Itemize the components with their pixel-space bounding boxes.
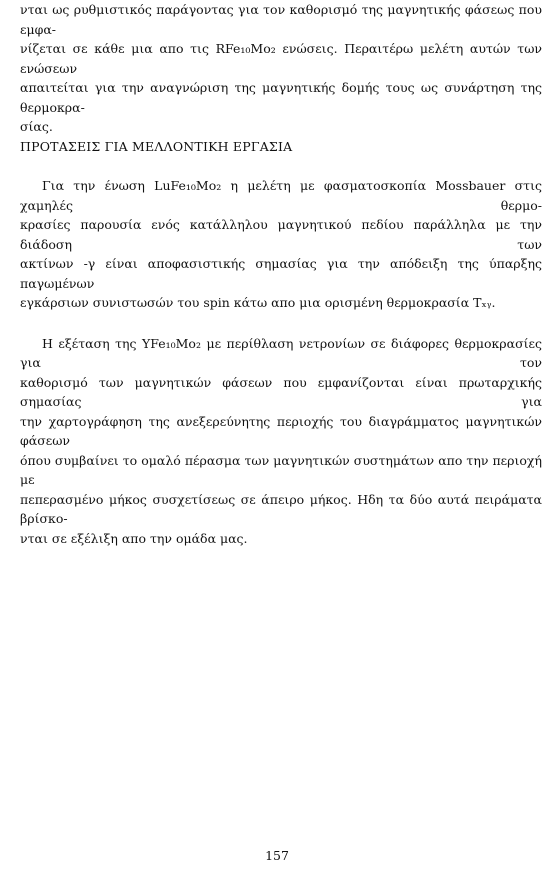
text-line: απαιτείται για την αναγνώριση της μαγνητικής δομής τους ως συνάρτηση της θερμοκρα- bbox=[20, 80, 542, 115]
text-line: Η εξέταση της YFe₁₀Mo₂ με περίθλαση νετρονίων σε διάφορες θερμοκρασίες για τον bbox=[20, 335, 542, 370]
text-line: ακτίνων -γ είναι αποφασιστικής σημασίας για την απόδειξη της ύπαρξης παγωμένων bbox=[20, 256, 542, 291]
text-line: πεπερασμένο μήκος συσχετίσεως σε άπειρο μήκος. Ηδη τα δύο αυτά πειράματα βρίσκο- bbox=[20, 491, 542, 526]
section-heading: ΠΡΟΤΑΣΕΙΣ ΓΙΑ ΜΕΛΛΟΝΤΙΚΗ ΕΡΓΑΣΙΑ bbox=[20, 138, 293, 154]
text-line: νίζεται σε κάθε μια απο τις RFe₁₀Mo₂ ενώσεις. Περαιτέρω μελέτη αυτών των ενώσεων bbox=[20, 41, 542, 76]
text-line: κρασίες παρουσία ενός κατάλληλου μαγνητικού πεδίου παράλληλα με την διάδοση των bbox=[20, 217, 542, 252]
text-line: εγκάρσιων συνιστωσών του spin κάτω απο μια ορισμένη θερμοκρασία Tₓᵧ. bbox=[20, 295, 496, 310]
paragraph-lufe bbox=[20, 176, 542, 313]
text-line: σίας. bbox=[20, 119, 53, 134]
paragraph-yfe bbox=[20, 334, 542, 549]
text-line: νται σε εξέλιξη απο την ομάδα μας. bbox=[20, 530, 248, 546]
page-number: 157 bbox=[265, 848, 289, 863]
text-line: Για την ένωση LuFe₁₀Mo₂ η μελέτη με φασματοσκοπία Mossbauer στις χαμηλές θερμο- bbox=[20, 178, 542, 213]
intro-paragraph bbox=[20, 0, 542, 137]
text-line: νται ως ρυθμιστικός παράγοντας για τον καθορισμό της μαγνητικής φάσεως που εμφα- bbox=[20, 2, 542, 37]
text-line: την χαρτογράφηση της ανεξερεύνητης περιοχής του διαγράμματος μαγνητικών φάσεων bbox=[20, 413, 542, 448]
text-line: καθορισμό των μαγνητικών φάσεων που εμφανίζονται είναι πρωταρχικής σημασίας για bbox=[20, 374, 542, 409]
text-line: όπου συμβαίνει το ομαλό πέρασμα των μαγνητικών συστημάτων απο την περιοχή με bbox=[20, 452, 542, 487]
body-text bbox=[20, 0, 542, 548]
